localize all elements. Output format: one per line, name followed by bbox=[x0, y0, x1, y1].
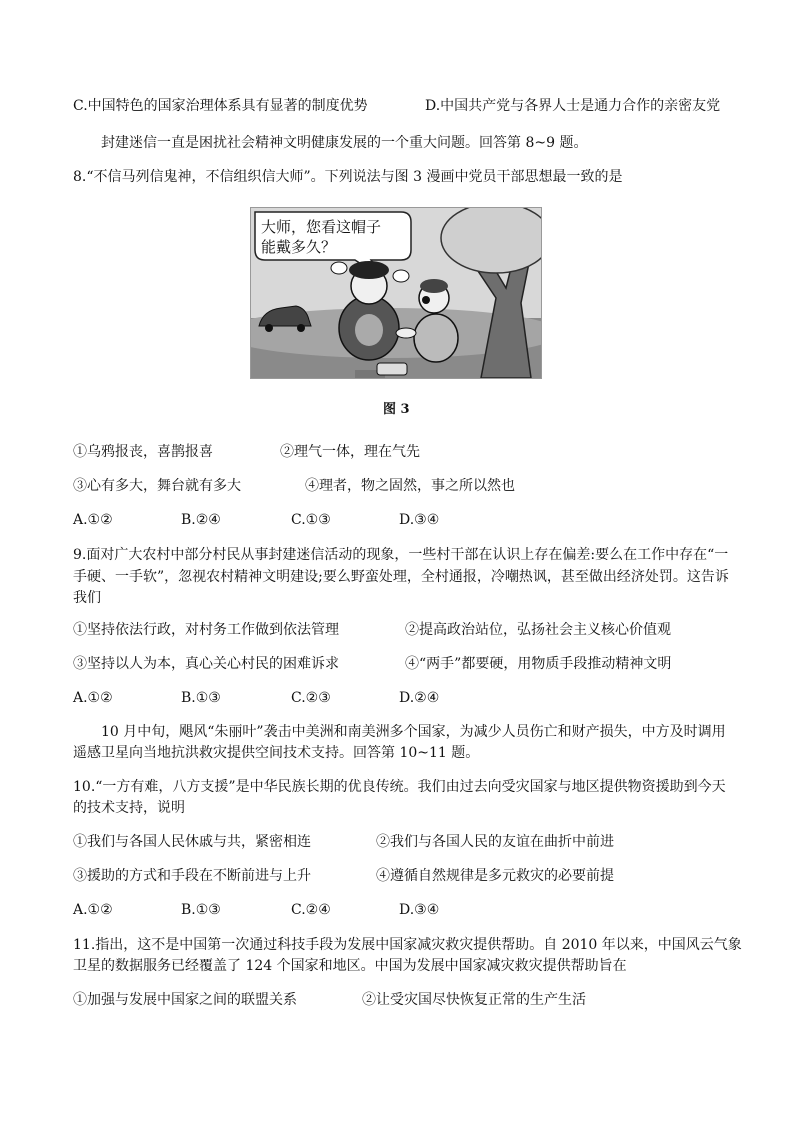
q9-stem-line-2: 手硬、一手软”，忽视农村精神文明建设;要么野蛮处理，全村通报，冷嘲热讽，甚至做出经济处罚。这告诉 bbox=[73, 569, 729, 585]
q8-choice-b: B.②④ bbox=[181, 512, 221, 528]
q9-choice-b: B.①③ bbox=[181, 690, 221, 706]
q10-choice-a: A.①② bbox=[73, 902, 113, 918]
cartoon-speech-line-2: 能戴多久？ bbox=[261, 238, 337, 256]
q11-item-1: ①加强与发展中国家之间的联盟关系 bbox=[73, 992, 297, 1008]
q7-option-d: D.中国共产党与各界人士是通力合作的亲密友党 bbox=[425, 98, 721, 114]
intro-10-11-line-1: 10 月中旬，飓风“朱丽叶”袭击中美洲和南美洲多个国家，为减少人员伤亡和财产损失，中方及时调用 bbox=[101, 724, 726, 740]
q10-item-3: ③援助的方式和手段在不断前进与上升 bbox=[73, 868, 311, 884]
q10-stem-line-2: 的技术支持，说明 bbox=[73, 800, 185, 816]
q11-stem-line-1: 11.指出，这不是中国第一次通过科技手段为发展中国家减灾救灾提供帮助。自 2010 年以来，中国风云气象 bbox=[73, 937, 742, 953]
q8-choice-d: D.③④ bbox=[399, 512, 440, 528]
q10-choice-d: D.③④ bbox=[399, 902, 440, 918]
q10-choice-c: C.②④ bbox=[291, 902, 331, 918]
q8-choice-c: C.①③ bbox=[291, 512, 331, 528]
q9-choice-a: A.①② bbox=[73, 690, 113, 706]
q9-item-1: ①坚持依法行政，对村务工作做到依法管理 bbox=[73, 622, 339, 638]
q11-stem-line-2: 卫星的数据服务已经覆盖了 124 个国家和地区。中国为发展中国家减灾救灾提供帮助旨在 bbox=[73, 958, 627, 974]
q9-item-2: ②提高政治站位，弘扬社会主义核心价值观 bbox=[405, 622, 671, 638]
q9-choice-d: D.②④ bbox=[399, 690, 440, 706]
q7-option-c: C.中国特色的国家治理体系具有显著的制度优势 bbox=[73, 98, 368, 114]
cartoon-illustration bbox=[251, 208, 541, 378]
q8-item-1: ①乌鸦报丧，喜鹊报喜 bbox=[73, 444, 213, 460]
intro-8-9: 封建迷信一直是困扰社会精神文明健康发展的一个重大问题。回答第 8~9 题。 bbox=[101, 135, 588, 151]
q11-item-2: ②让受灾国尽快恢复正常的生产生活 bbox=[362, 992, 586, 1008]
intro-10-11-line-2: 遥感卫星向当地抗洪救灾提供空间技术支持。回答第 10~11 题。 bbox=[73, 745, 480, 761]
q8-item-2: ②理气一体，理在气先 bbox=[280, 444, 420, 460]
q8-stem: 8.“不信马列信鬼神，不信组织信大师”。下列说法与图 3 漫画中党员干部思想最一致的是 bbox=[73, 169, 623, 185]
q10-item-2: ②我们与各国人民的友谊在曲折中前进 bbox=[376, 834, 614, 850]
q10-item-4: ④遵循自然规律是多元救灾的必要前提 bbox=[376, 868, 614, 884]
q10-choice-b: B.①③ bbox=[181, 902, 221, 918]
q8-item-4: ④理者，物之固然，事之所以然也 bbox=[305, 478, 515, 494]
cartoon-speech-line-1: 大师，您看这帽子 bbox=[261, 218, 382, 236]
cartoon-figure bbox=[250, 207, 542, 379]
q9-stem-line-1: 9.面对广大农村中部分村民从事封建迷信活动的现象，一些村干部在认识上存在偏差:要么在工作中存在“一 bbox=[73, 547, 729, 563]
q8-choice-a: A.①② bbox=[73, 512, 113, 528]
q10-stem-line-1: 10.“一方有难，八方支援”是中华民族长期的优良传统。我们由过去向受灾国家与地区提供物资援助到今天 bbox=[73, 779, 726, 795]
figure-caption: 图 3 bbox=[383, 402, 410, 417]
q9-stem-line-3: 我们 bbox=[73, 590, 101, 606]
q10-item-1: ①我们与各国人民休戚与共，紧密相连 bbox=[73, 834, 311, 850]
q9-item-3: ③坚持以人为本，真心关心村民的困难诉求 bbox=[73, 656, 339, 672]
q9-choice-c: C.②③ bbox=[291, 690, 331, 706]
q8-item-3: ③心有多大，舞台就有多大 bbox=[73, 478, 241, 494]
q9-item-4: ④“两手”都要硬，用物质手段推动精神文明 bbox=[405, 656, 672, 672]
